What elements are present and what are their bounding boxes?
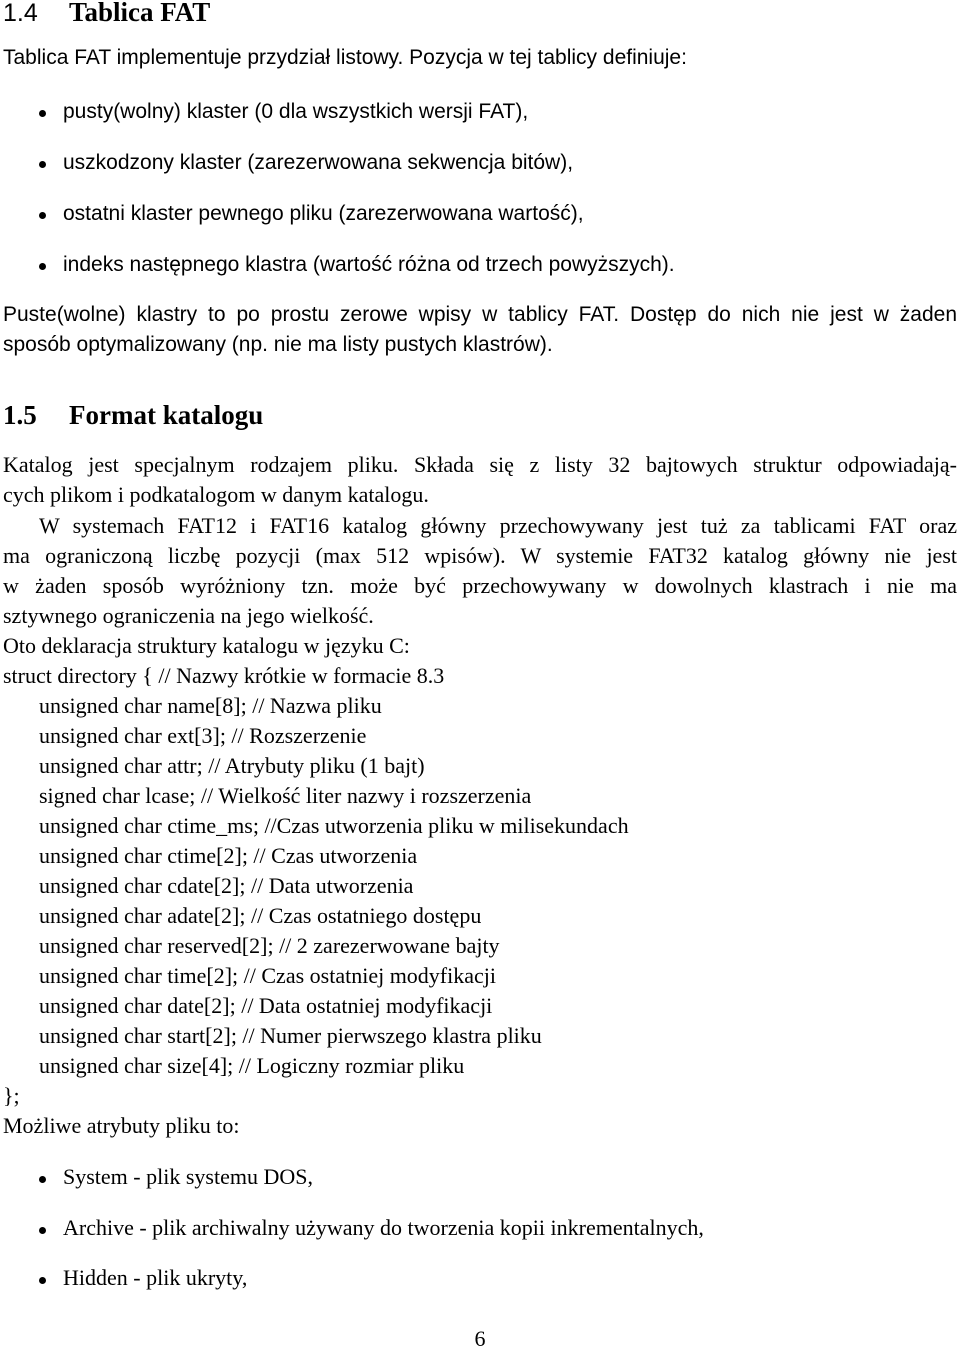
section-number: 1.4 (3, 0, 38, 27)
list-item: Hidden - plik ukryty, (63, 1265, 248, 1290)
code-line: unsigned char reserved[2]; // 2 zarezerwowane bajty (39, 933, 500, 958)
code-intro: Oto deklaracja struktury katalogu w języku C: (3, 633, 410, 658)
code-line: unsigned char attr; // Atrybuty pliku (1 bajt) (39, 753, 425, 778)
code-line: unsigned char ext[3]; // Rozszerzenie (39, 723, 367, 748)
section-title: Tablica FAT (69, 0, 211, 27)
code-line: }; (3, 1083, 20, 1108)
paragraph-line: cych plikom i podkatalogom w danym katalogu. (3, 482, 429, 507)
paragraph-line: W systemach FAT12 i FAT16 katalog główny przechowywany jest tuż za tablicami FAT oraz (39, 513, 957, 538)
paragraph-line: ma ograniczoną liczbę pozycji (max 512 wpisów). W systemie FAT32 katalog główny nie jest (3, 543, 957, 568)
code-line: struct directory { // Nazwy krótkie w formacie 8.3 (3, 663, 445, 688)
list-item: System - plik systemu DOS, (63, 1164, 313, 1189)
list-item: Archive - plik archiwalny używany do tworzenia kopii inkrementalnych, (63, 1215, 704, 1240)
section-heading-1-4 (3, 0, 210, 28)
code-line: unsigned char date[2]; // Data ostatniej modyfikacji (39, 993, 493, 1018)
code-line: unsigned char cdate[2]; // Data utworzenia (39, 873, 414, 898)
section-title: Format katalogu (69, 400, 264, 430)
paragraph-line: w żaden sposób wyróżniony tzn. może być przechowywany w dowolnych klastrach i nie ma (3, 573, 957, 598)
list-item: indeks następnego klastra (wartość różna od trzech powyższych). (63, 253, 675, 276)
bullet-dot (39, 212, 46, 219)
code-line: unsigned char size[4]; // Logiczny rozmiar pliku (39, 1053, 465, 1078)
paragraph-line: Katalog jest specjalnym rodzajem pliku. Składa się z listy 32 bajtowych struktur odpowiadają- (3, 452, 957, 477)
code-line: unsigned char start[2]; // Numer pierwszego klastra pliku (39, 1023, 542, 1048)
bullet-dot (39, 1277, 46, 1284)
code-line: unsigned char adate[2]; // Czas ostatniego dostępu (39, 903, 482, 928)
bullet-dot (39, 161, 46, 168)
bullet-dot (39, 110, 46, 117)
section-intro: Tablica FAT implementuje przydział listowy. Pozycja w tej tablicy definiuje: (3, 46, 687, 69)
code-line: unsigned char time[2]; // Czas ostatniej modyfikacji (39, 963, 496, 988)
code-line: unsigned char name[8]; // Nazwa pliku (39, 693, 382, 718)
section-number: 1.5 (3, 400, 37, 430)
list-item: pusty(wolny) klaster (0 dla wszystkich wersji FAT), (63, 100, 529, 123)
code-line: signed char lcase; // Wielkość liter nazwy i rozszerzenia (39, 783, 532, 808)
list-item: ostatni klaster pewnego pliku (zarezerwowana wartość), (63, 202, 584, 225)
section-heading-1-5 (3, 400, 263, 431)
bullet-dot (39, 1176, 46, 1183)
paragraph-line: sposób optymalizowany (np. nie ma listy pustych klastrów). (3, 333, 553, 356)
page-number: 6 (474, 1326, 486, 1351)
code-line: unsigned char ctime[2]; // Czas utworzenia (39, 843, 418, 868)
list-item: uszkodzony klaster (zarezerwowana sekwencja bitów), (63, 151, 574, 174)
code-line: unsigned char ctime_ms; //Czas utworzenia pliku w milisekundach (39, 813, 629, 838)
paragraph-line: Puste(wolne) klastry to po prostu zerowe wpisy w tablicy FAT. Dostęp do nich nie jest w żaden (3, 303, 957, 326)
bullet-dot (39, 1227, 46, 1234)
attributes-intro: Możliwe atrybuty pliku to: (3, 1113, 240, 1138)
bullet-dot (39, 263, 46, 270)
paragraph-line: sztywnego ograniczenia na jego wielkość. (3, 603, 374, 628)
